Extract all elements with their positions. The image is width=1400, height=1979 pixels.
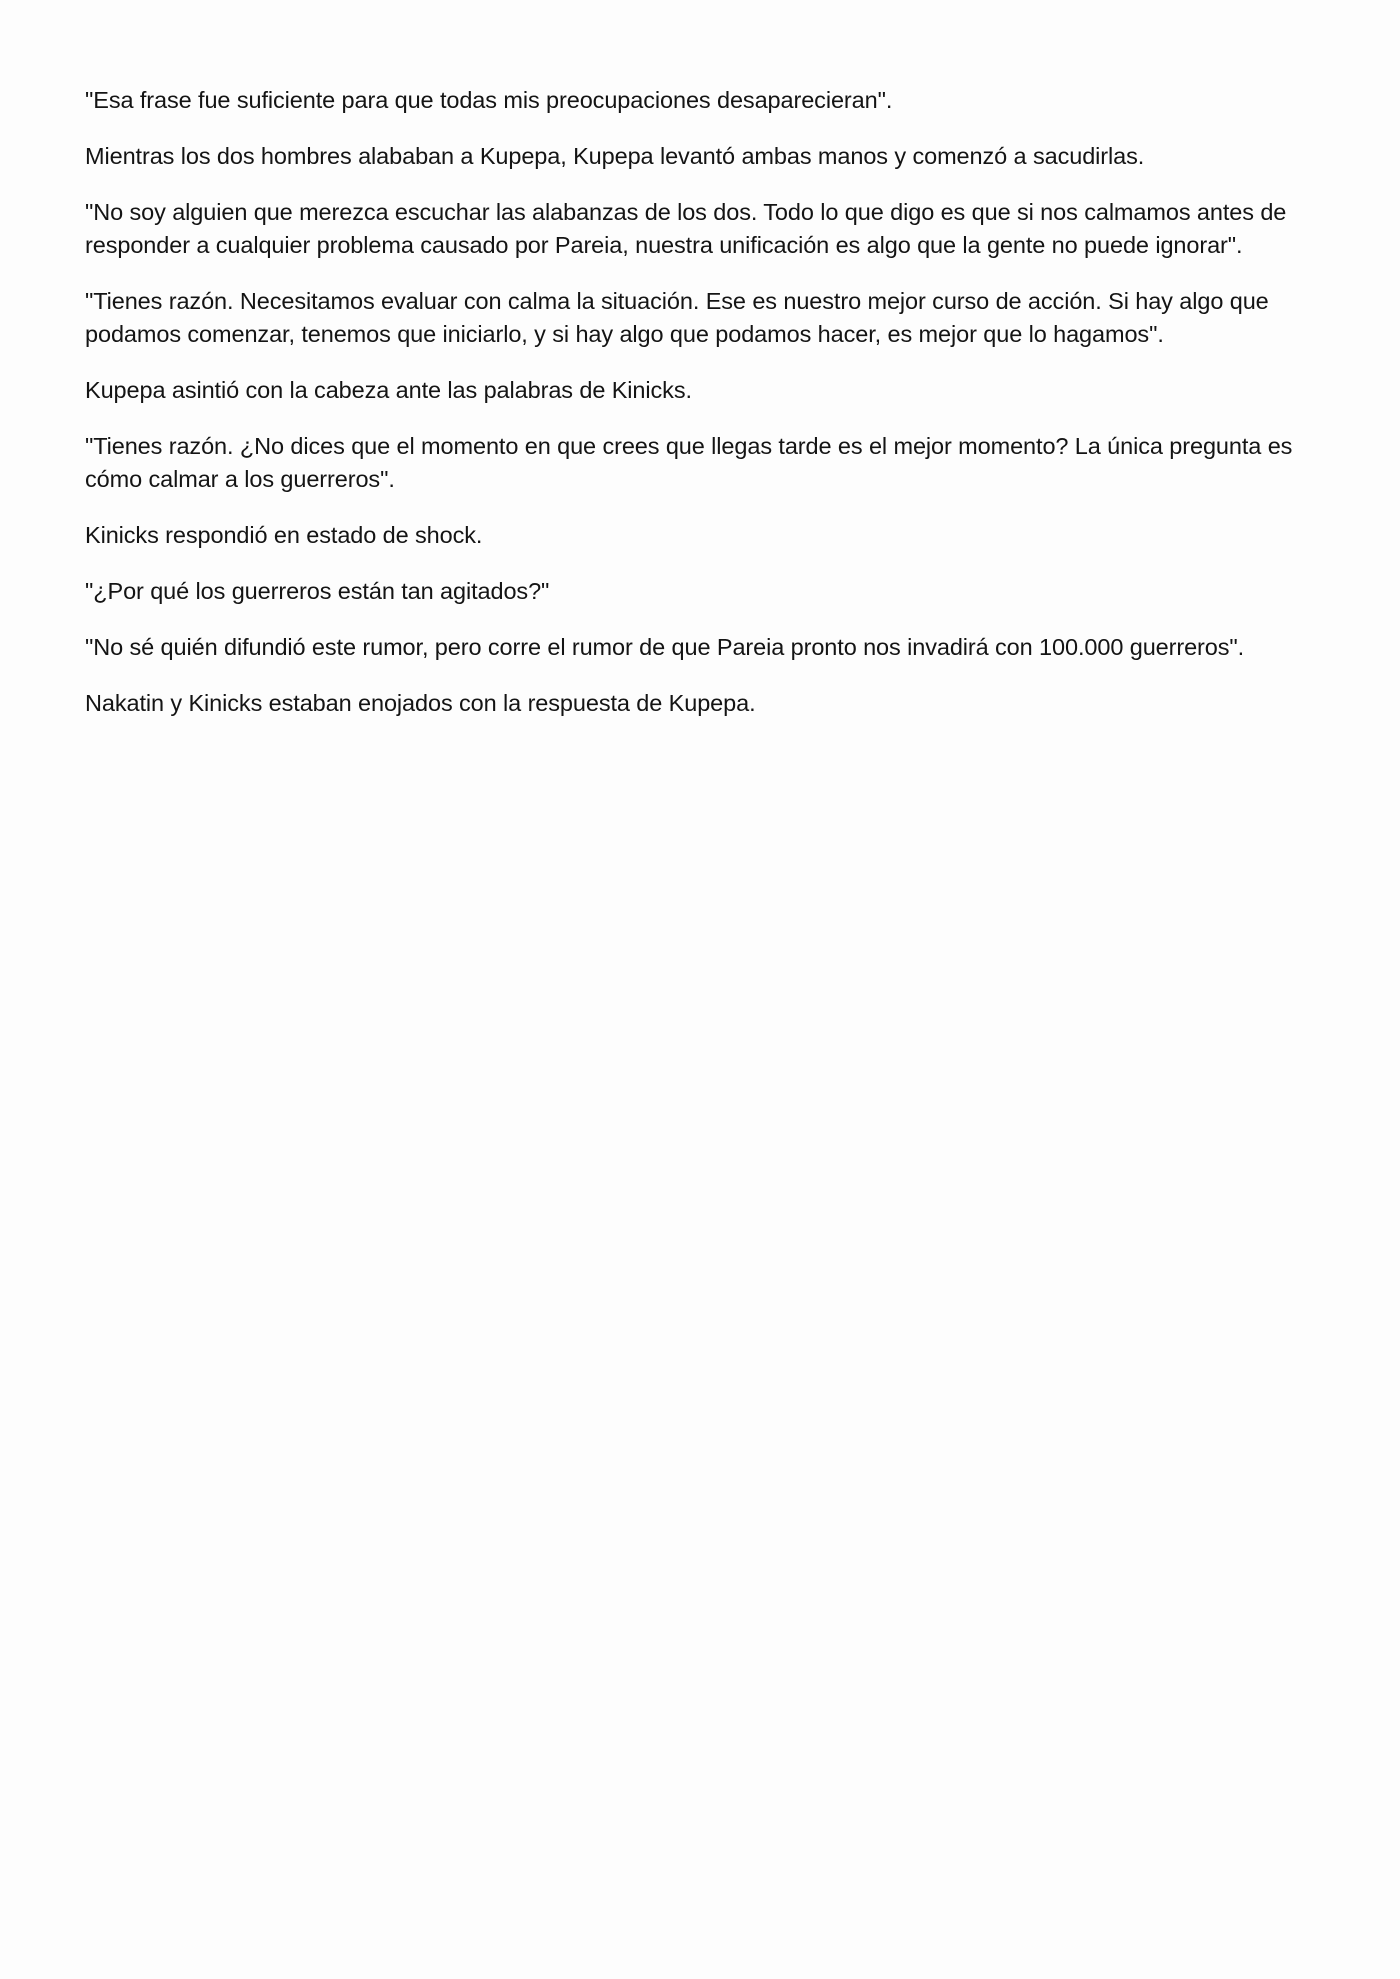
paragraph: "No soy alguien que merezca escuchar las alabanzas de los dos. Todo lo que digo es que si nos calmamos antes de responder a cualquier problema causado por Pareia, nuestra unificación es algo que la gente no puede ignorar". — [85, 199, 1287, 258]
paragraph: Kinicks respondió en estado de shock. — [85, 522, 483, 548]
paragraph: "¿Por qué los guerreros están tan agitados?" — [85, 578, 550, 604]
paragraph: "Tienes razón. ¿No dices que el momento en que crees que llegas tarde es el mejor momento? La única pregunta es cómo calmar a los guerreros". — [85, 433, 1293, 492]
document-body — [85, 84, 1325, 743]
paragraph: "Tienes razón. Necesitamos evaluar con calma la situación. Ese es nuestro mejor curso de acción. Si hay algo que podamos comenzar, tenemos que iniciarlo, y si hay algo que podamos hacer, es mejor que lo hagamos". — [85, 288, 1269, 347]
paragraph: "No sé quién difundió este rumor, pero corre el rumor de que Pareia pronto nos invadirá con 100.000 guerreros". — [85, 634, 1245, 660]
paragraph: Nakatin y Kinicks estaban enojados con la respuesta de Kupepa. — [85, 690, 756, 716]
paragraph: "Esa frase fue suficiente para que todas mis preocupaciones desaparecieran". — [85, 87, 893, 113]
paragraph: Kupepa asintió con la cabeza ante las palabras de Kinicks. — [85, 377, 692, 403]
paragraph: Mientras los dos hombres alababan a Kupepa, Kupepa levantó ambas manos y comenzó a sacudirlas. — [85, 143, 1145, 169]
